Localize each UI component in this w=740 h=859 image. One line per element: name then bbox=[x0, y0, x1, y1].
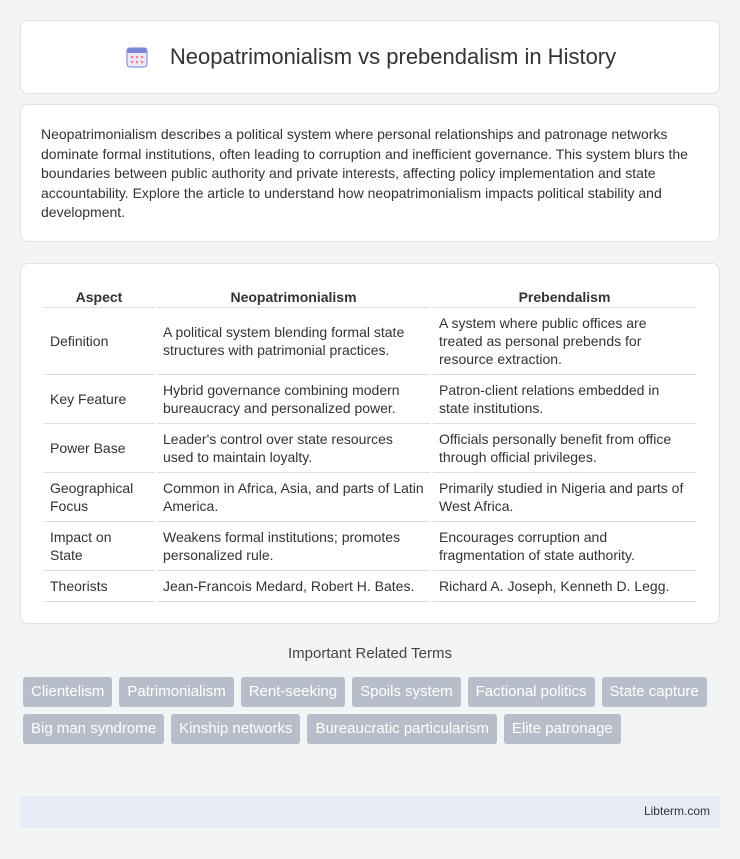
table-row bbox=[44, 522, 696, 571]
row-aspect: Definition bbox=[44, 308, 154, 375]
row-prebendalism: A system where public offices are treated as personal prebends for resource extraction. bbox=[433, 308, 696, 375]
table-row bbox=[44, 571, 696, 602]
row-prebendalism: Richard A. Joseph, Kenneth D. Legg. bbox=[433, 571, 696, 602]
tag-big-man-syndrome[interactable]: Big man syndrome bbox=[23, 714, 164, 744]
table-row bbox=[44, 424, 696, 473]
row-neopatrimonialism: Jean-Francois Medard, Robert H. Bates. bbox=[157, 571, 430, 602]
table-row bbox=[44, 375, 696, 424]
comparison-card bbox=[20, 263, 720, 624]
row-aspect: Impact on State bbox=[44, 522, 154, 571]
row-neopatrimonialism: Leader's control over state resources used to maintain loyalty. bbox=[157, 424, 430, 473]
page-header bbox=[20, 20, 720, 94]
table-row bbox=[44, 308, 696, 375]
row-aspect: Power Base bbox=[44, 424, 154, 473]
header-prebendalism: Prebendalism bbox=[433, 284, 696, 308]
row-prebendalism: Patron-client relations embedded in state institutions. bbox=[433, 375, 696, 424]
tag-kinship-networks[interactable]: Kinship networks bbox=[171, 714, 300, 744]
tag-elite-patronage[interactable]: Elite patronage bbox=[504, 714, 621, 744]
page-title: Neopatrimonialism vs prebendalism in History bbox=[169, 44, 617, 69]
tag-rent-seeking[interactable]: Rent-seeking bbox=[241, 677, 345, 707]
calendar-icon bbox=[124, 44, 150, 70]
intro-text: Neopatrimonialism describes a political system where personal relationships and patronage networks dominate formal institutions, often leading to corruption and inefficient governance. This system blurs the boundaries between public authority and private interests, affecting policy implementation and state accountability. Explore the article to understand how neopatrimonialism impacts political stability and development. bbox=[41, 126, 688, 220]
tag-spoils-system[interactable]: Spoils system bbox=[352, 677, 461, 707]
related-terms-list bbox=[23, 677, 723, 744]
row-aspect: Theorists bbox=[44, 571, 154, 602]
footer bbox=[20, 796, 720, 828]
footer-site-link[interactable]: Libterm.com bbox=[643, 804, 710, 818]
tag-patrimonialism[interactable]: Patrimonialism bbox=[119, 677, 233, 707]
table-row bbox=[44, 473, 696, 522]
row-neopatrimonialism: Weakens formal institutions; promotes personalized rule. bbox=[157, 522, 430, 571]
tag-bureaucratic-particularism[interactable]: Bureaucratic particularism bbox=[307, 714, 496, 744]
row-prebendalism: Primarily studied in Nigeria and parts of West Africa. bbox=[433, 473, 696, 522]
row-prebendalism: Officials personally benefit from office through official privileges. bbox=[433, 424, 696, 473]
row-neopatrimonialism: A political system blending formal state structures with patrimonial practices. bbox=[157, 308, 430, 375]
tag-state-capture[interactable]: State capture bbox=[602, 677, 707, 707]
header-neopatrimonialism: Neopatrimonialism bbox=[157, 284, 430, 308]
header-aspect: Aspect bbox=[44, 284, 154, 308]
row-prebendalism: Encourages corruption and fragmentation of state authority. bbox=[433, 522, 696, 571]
intro-card bbox=[20, 104, 720, 242]
tag-clientelism[interactable]: Clientelism bbox=[23, 677, 112, 707]
related-terms-title: Important Related Terms bbox=[288, 645, 452, 662]
tag-factional-politics[interactable]: Factional politics bbox=[468, 677, 595, 707]
comparison-table bbox=[41, 284, 699, 602]
row-aspect: Key Feature bbox=[44, 375, 154, 424]
row-neopatrimonialism: Hybrid governance combining modern bureaucracy and personalized power. bbox=[157, 375, 430, 424]
row-aspect: Geographical Focus bbox=[44, 473, 154, 522]
row-neopatrimonialism: Common in Africa, Asia, and parts of Latin America. bbox=[157, 473, 430, 522]
table-header-row bbox=[44, 284, 696, 308]
